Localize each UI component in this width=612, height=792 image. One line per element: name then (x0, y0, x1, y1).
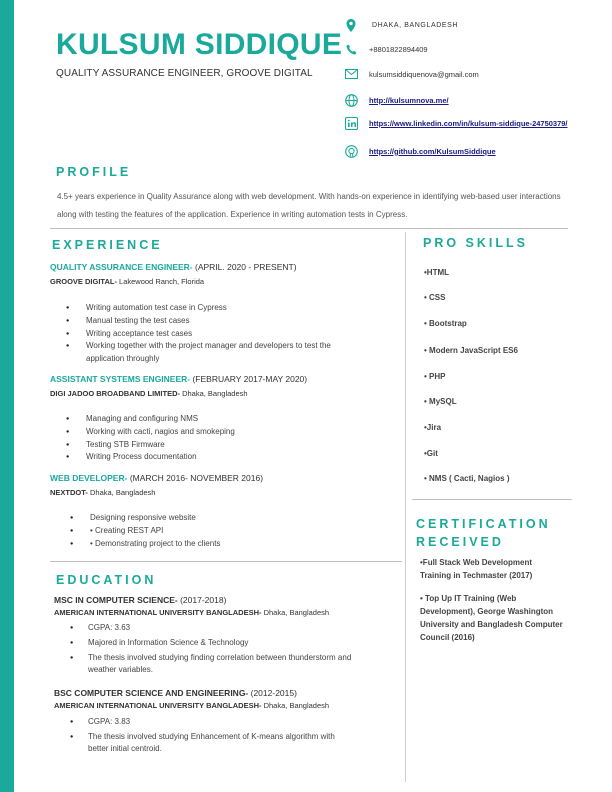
contact-linkedin (344, 116, 604, 130)
list-item: ● Working with cacti, nagios and smokeping (66, 426, 366, 439)
education-university: AMERICAN INTERNATIONAL UNIVERSITY BANGLADESH- (54, 608, 262, 617)
job-company-line (50, 277, 204, 286)
github-icon (344, 144, 358, 158)
job-title: QUALITY ASSURANCE ENGINEER- (50, 262, 193, 272)
job-company: DIGI JADOO BROADBAND LIMITED- (50, 389, 180, 398)
contact-email (344, 67, 604, 81)
education-years: (2017-2018) (177, 595, 227, 605)
job-company-line (50, 389, 248, 398)
phone-text: +8801822894409 (369, 44, 428, 54)
experience-divider (50, 561, 402, 562)
list-item: ● The thesis involved studying finding correlation between thunderstorm and weather variables. (70, 652, 355, 676)
job-company: GROOVE DIGITAL- (50, 277, 117, 286)
profile-divider (50, 228, 568, 229)
certification-item: •Full Stack Web Development Training in Techmaster (2017) (420, 558, 533, 580)
profile-text: 4.5+ years experience in Quality Assurance along with web development. With hands-on experience in identifying web-based user interactions along with testing the features of the application. Experience in writing automation tests in Cypress. (57, 192, 561, 219)
linkedin-icon (344, 116, 358, 130)
list-item: ● • Demonstrating project to the clients (70, 538, 370, 551)
website-link[interactable]: http://kulsumnova.me/ (369, 95, 449, 105)
phone-icon (344, 42, 358, 56)
education-degree: BSC COMPUTER SCIENCE AND ENGINEERING- (54, 688, 249, 698)
job-title-line (50, 262, 297, 272)
job-title-line (50, 374, 307, 384)
job-bullets (70, 512, 370, 550)
education-degree-line (54, 688, 297, 698)
education-location: Dhaka, Bangladesh (261, 701, 330, 710)
contact-website (344, 93, 604, 107)
job-company: NEXTDOT- (50, 488, 88, 497)
list-item: ● CGPA: 3.63 (70, 622, 355, 634)
location-text: DHAKA, BANGLADESH (372, 21, 459, 29)
linkedin-link[interactable]: https://www.linkedin.com/in/kulsum-siddique-24750379/ (369, 118, 568, 128)
list-item: ● • Creating REST API (70, 525, 370, 538)
job-dates: (APRIL. 2020 - PRESENT) (192, 262, 297, 272)
skill-item: • Modern JavaScript ES6 (424, 346, 518, 355)
column-divider (405, 232, 406, 782)
list-item: ● The thesis involved studying Enhancement of K-means algorithm with better initial centroid. (70, 731, 355, 755)
email-icon (344, 67, 358, 81)
skill-item: • Bootstrap (424, 319, 467, 328)
education-heading: EDUCATION (56, 573, 157, 587)
skill-item: •HTML (424, 268, 450, 277)
skill-item: • MySQL (424, 397, 457, 406)
list-item: ● Writing Process documentation (66, 451, 366, 464)
job-title: WEB DEVELOPER- (50, 473, 128, 483)
candidate-subtitle: QUALITY ASSURANCE ENGINEER, GROOVE DIGITAL (56, 68, 313, 79)
job-title: ASSISTANT SYSTEMS ENGINEER- (50, 374, 191, 384)
education-university-line (54, 608, 329, 617)
profile-heading: PROFILE (56, 165, 132, 179)
contact-github (344, 144, 604, 158)
candidate-name: KULSUM SIDDIQUE (56, 28, 343, 61)
list-item: ● Manual testing the test cases (66, 315, 366, 328)
github-link[interactable]: https://github.com/KulsumSiddique (369, 146, 496, 156)
job-bullets (66, 302, 366, 366)
list-item: ● CGPA: 3.83 (70, 716, 355, 728)
contact-phone (344, 42, 604, 56)
job-location: Dhaka, Bangladesh (180, 389, 248, 398)
list-item: ● Writing automation test case in Cypress (66, 302, 366, 315)
list-item: ● Managing and configuring NMS (66, 413, 366, 426)
certification-heading-line2: RECEIVED (416, 535, 504, 549)
skill-item: • NMS ( Cacti, Nagios ) (424, 474, 510, 483)
education-bullets (70, 622, 355, 679)
list-item: ● Working together with the project manager and developers to test the application throughly (66, 340, 366, 366)
location-pin-icon (344, 18, 358, 32)
skills-heading: PRO SKILLS (423, 236, 529, 250)
job-location: Dhaka, Bangladesh (87, 488, 156, 497)
education-university-line (54, 701, 329, 710)
list-item: ● Testing STB Firmware (66, 439, 366, 452)
job-bullets (66, 413, 366, 464)
job-company-line (50, 488, 155, 497)
job-title-line (50, 473, 263, 483)
education-years: (2012-2015) (248, 688, 297, 698)
certification-heading-line1: CERTIFICATION (416, 517, 551, 531)
skill-item: •Git (424, 449, 438, 458)
email-text: kulsumsiddiquenova@gmail.com (369, 69, 479, 79)
education-degree: MSC IN COMPUTER SCIENCE- (54, 595, 178, 605)
globe-icon (344, 93, 358, 107)
list-item: ● Writing acceptance test cases (66, 328, 366, 341)
education-location: Dhaka, Bangladesh (261, 608, 330, 617)
list-item: ● Majored in Information Science & Technology (70, 637, 355, 649)
education-university: AMERICAN INTERNATIONAL UNIVERSITY BANGLADESH- (54, 701, 262, 710)
certification-item: • Top Up IT Training (Web Development), George Washington University and Bangladesh Computer Council (2016) (420, 594, 563, 642)
job-dates: (FEBRUARY 2017-MAY 2020) (190, 374, 308, 384)
job-location: Lakewood Ranch, Florida (116, 277, 205, 286)
list-item: ● Designing responsive website (70, 512, 370, 525)
skill-item: •Jira (424, 423, 442, 432)
experience-heading: EXPERIENCE (52, 238, 163, 252)
certification-heading (416, 515, 551, 551)
skill-item: • CSS (424, 293, 446, 302)
skills-divider (412, 499, 572, 500)
job-dates: (MARCH 2016- NOVEMBER 2016) (127, 473, 264, 483)
education-bullets (70, 716, 355, 758)
contact-location (344, 18, 604, 32)
education-degree-line (54, 595, 226, 605)
accent-sidebar-bar (0, 0, 14, 792)
skill-item: • PHP (424, 372, 446, 381)
